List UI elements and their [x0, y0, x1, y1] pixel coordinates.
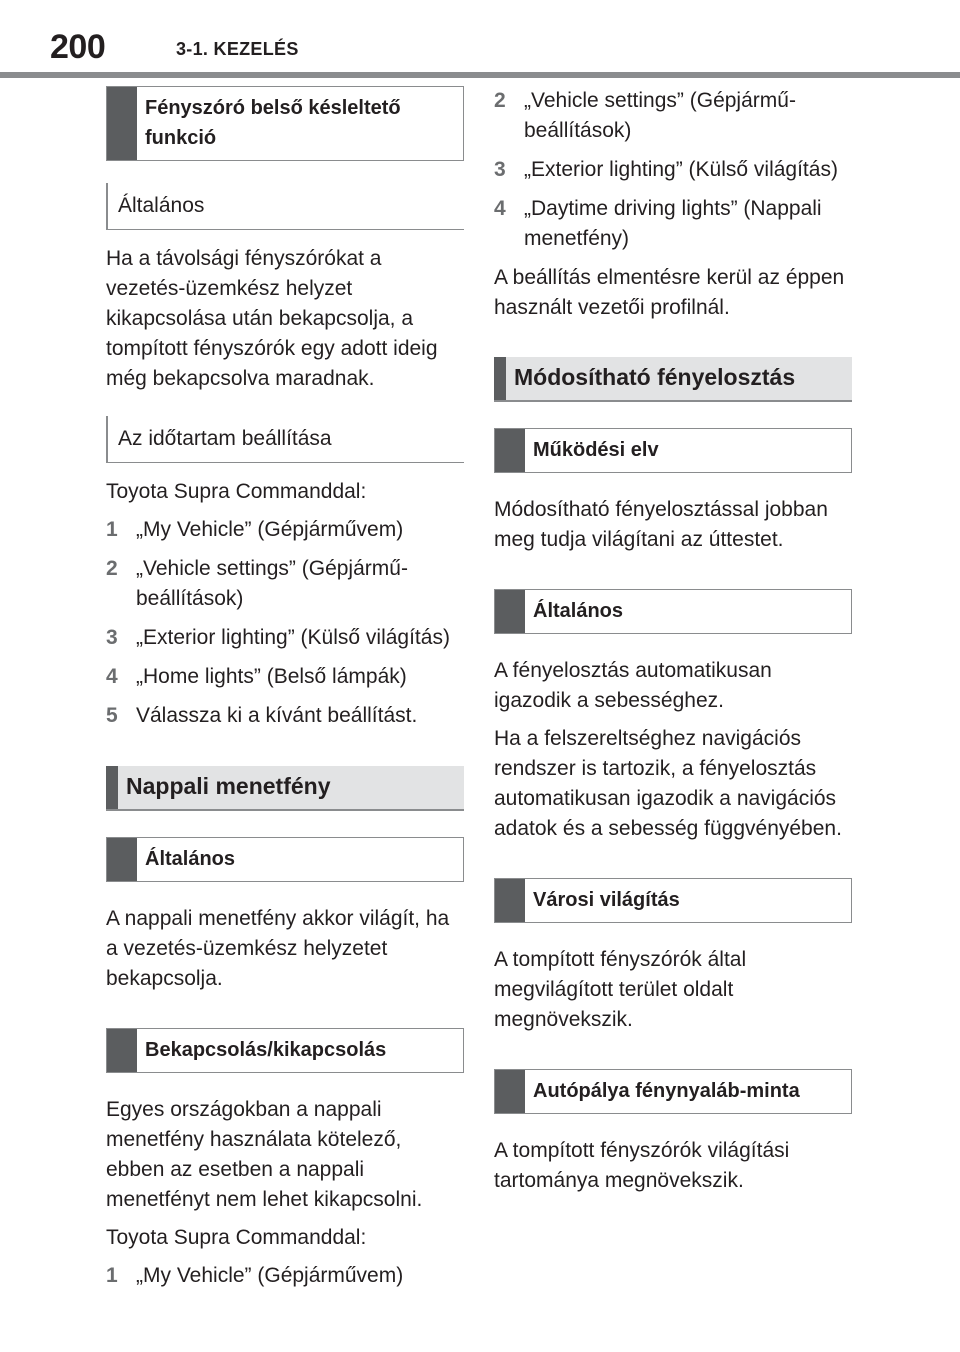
heading-headlight-delay	[106, 86, 464, 161]
heading-text: Működési elv	[533, 439, 659, 461]
heading-bar	[494, 357, 506, 400]
step-text: „Exterior lighting” (Külső világítás)	[524, 158, 838, 181]
step-text: „Daytime driving lights” (Nappali menetfény)	[524, 197, 822, 250]
heading-text: Autópálya fénynyaláb-minta	[533, 1080, 800, 1102]
heading-text: Nappali menetfény	[126, 773, 331, 799]
paragraph: Egyes országokban a nappali menetfény használata kötelező, ebben az esetben a nappali menetfényt nem lehet kikapcsolni.	[106, 1098, 423, 1211]
step-item	[106, 1261, 464, 1291]
heading-bar	[495, 879, 525, 922]
step-text: „My Vehicle” (Gépjárművem)	[136, 1264, 404, 1287]
paragraph: Toyota Supra Commanddal:	[106, 1226, 367, 1249]
step-text: „My Vehicle” (Gépjárművem)	[136, 518, 404, 541]
step-number: 3	[494, 158, 506, 181]
step-text: Válassza ki a kívánt beállítást.	[136, 704, 418, 727]
heading-text: Fényszóró belső késleltető funkció	[145, 97, 401, 149]
step-number: 1	[106, 518, 118, 541]
heading-bar	[495, 1070, 525, 1113]
page-header	[0, 0, 960, 80]
heading-city-light	[494, 878, 852, 923]
paragraph: A tompított fényszórók világítási tartománya megnövekszik.	[494, 1139, 790, 1192]
step-number: 2	[106, 557, 118, 580]
step-item	[106, 515, 464, 545]
heading-principle	[494, 428, 852, 473]
left-column	[106, 86, 464, 1300]
heading-bar	[107, 838, 137, 881]
subheading-duration	[106, 416, 464, 463]
subheading-text: Az időtartam beállítása	[118, 427, 332, 450]
step-item	[106, 554, 464, 614]
heading-text: Városi világítás	[533, 889, 680, 911]
heading-bar	[107, 1029, 137, 1072]
heading-adaptive-light	[494, 357, 852, 402]
heading-text: Általános	[533, 600, 624, 622]
step-item	[494, 86, 852, 146]
step-text: „Exterior lighting” (Külső világítás)	[136, 626, 450, 649]
step-number: 1	[106, 1264, 118, 1287]
step-item	[106, 701, 464, 731]
step-text: „Vehicle settings” (Gépjármű-beállítások)	[136, 557, 408, 610]
heading-general	[106, 837, 464, 882]
paragraph: Módosítható fényelosztással jobban meg tudja világítani az úttestet.	[494, 498, 828, 551]
step-number: 2	[494, 89, 506, 112]
heading-general	[494, 589, 852, 634]
heading-bar	[495, 590, 525, 633]
step-item	[494, 194, 852, 254]
paragraph: A fényelosztás automatikusan igazodik a sebességhez.	[494, 659, 772, 712]
step-number: 5	[106, 704, 118, 727]
heading-text: Bekapcsolás/kikapcsolás	[145, 1039, 387, 1061]
section-title: 3-1. KEZELÉS	[176, 39, 299, 59]
step-text: „Vehicle settings” (Gépjármű-beállítások)	[524, 89, 796, 142]
step-item	[106, 662, 464, 692]
heading-bar	[107, 87, 137, 160]
right-column	[494, 86, 852, 1204]
subheading-text: Általános	[118, 194, 205, 217]
paragraph: Toyota Supra Commanddal:	[106, 480, 367, 503]
page-number: 200	[50, 28, 106, 66]
heading-bar	[495, 429, 525, 472]
header-rule	[0, 72, 960, 78]
paragraph: A tompított fényszórók által megvilágított terület oldalt megnövekszik.	[494, 948, 747, 1031]
subheading-general	[106, 183, 464, 230]
step-number: 3	[106, 626, 118, 649]
paragraph: Ha a felszereltséghez navigációs rendszer is tartozik, a fényelosztás automatikusan igazodik a navigációs adatok és a sebesség függvényében.	[494, 727, 842, 840]
paragraph: A nappali menetfény akkor világít, ha a vezetés-üzemkész helyzetet bekapcsolja.	[106, 907, 450, 990]
heading-text: Általános	[145, 848, 236, 870]
step-number: 4	[106, 665, 118, 688]
heading-bar	[106, 766, 118, 809]
heading-on-off	[106, 1028, 464, 1073]
step-item	[106, 623, 464, 653]
heading-text: Módosítható fényelosztás	[514, 364, 796, 390]
step-number: 4	[494, 197, 506, 220]
heading-daytime-lights	[106, 766, 464, 811]
heading-highway-beam	[494, 1069, 852, 1114]
paragraph: Ha a távolsági fényszórókat a vezetés-üzemkész helyzet kikapcsolása után bekapcsolja, a tompított fényszórók egy adott ideig még bekapcsolva maradnak.	[106, 247, 438, 390]
step-item	[494, 155, 852, 185]
paragraph: A beállítás elmentésre kerül az éppen használt vezetői profilnál.	[494, 266, 845, 319]
step-text: „Home lights” (Belső lámpák)	[136, 665, 407, 688]
